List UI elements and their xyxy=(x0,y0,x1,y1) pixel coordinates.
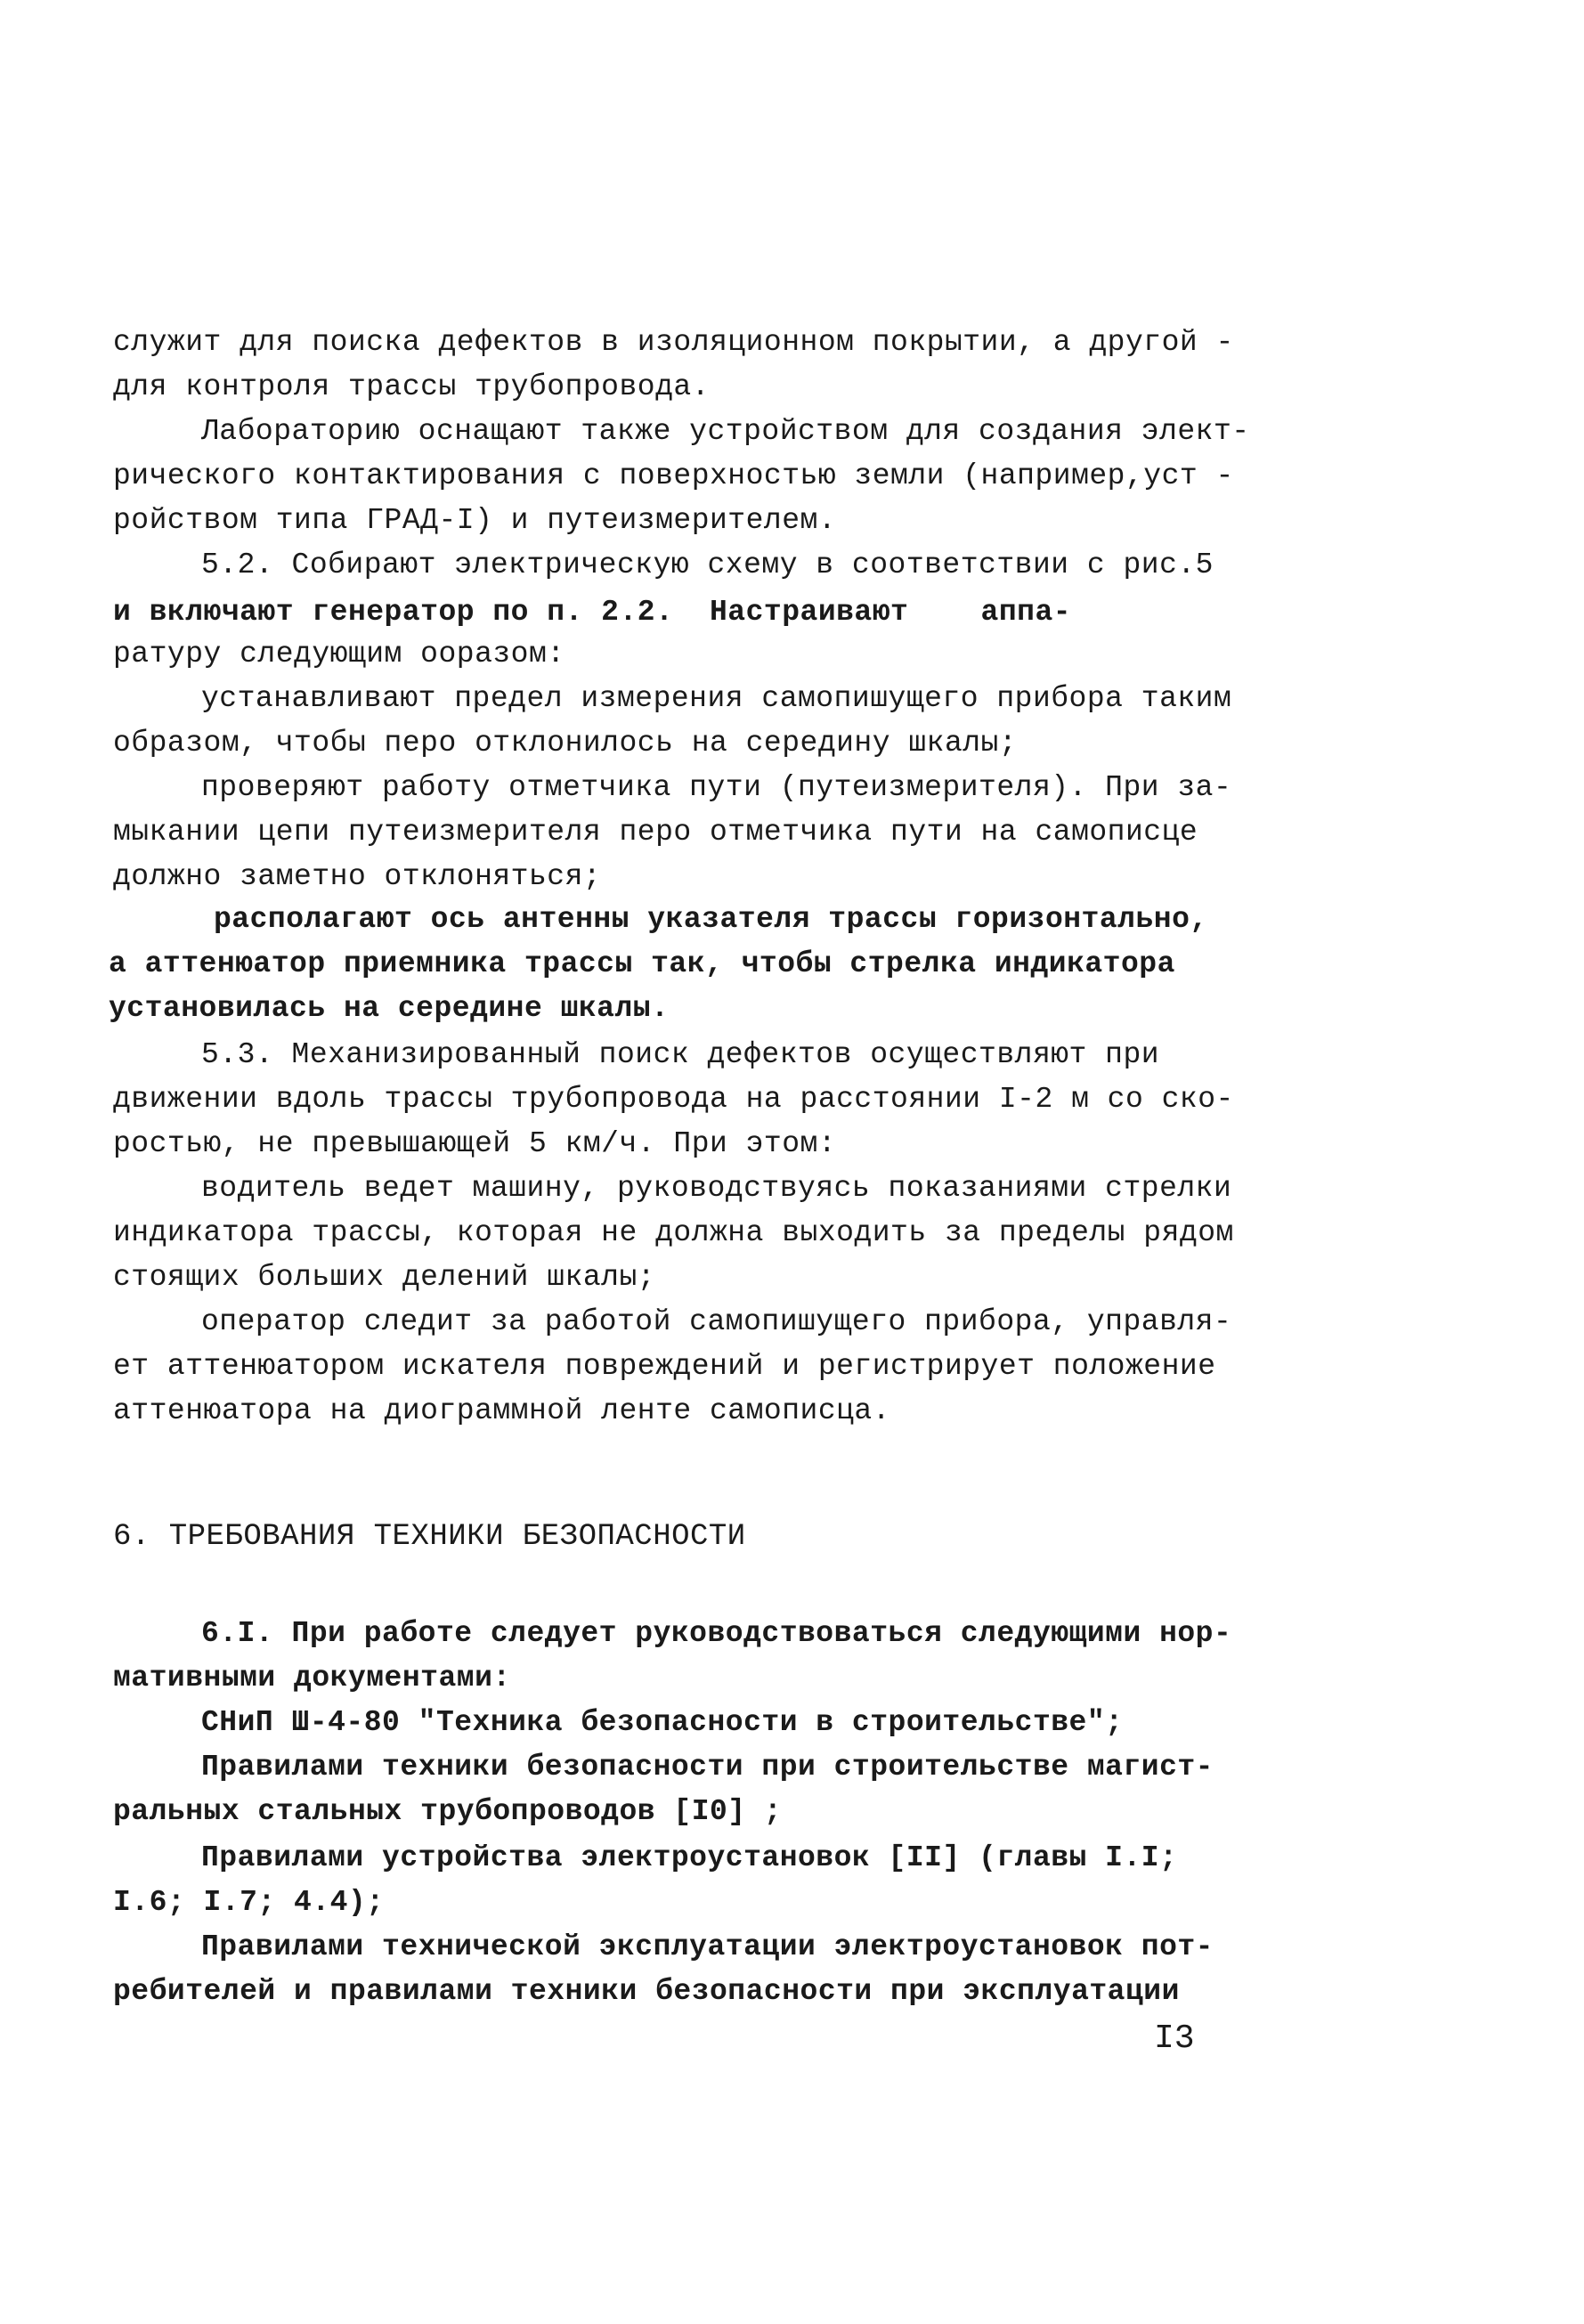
text-line: располагают ось антенны указателя трассы горизонтально, xyxy=(214,903,1208,936)
text-line: ребителей и правилами техники безопасности при эксплуатации xyxy=(113,1975,1180,2008)
text-line: образом, чтобы перо отклонилось на середину шкалы; xyxy=(113,727,1018,760)
text-line: рического контактирования с поверхностью земли (например,уст - xyxy=(113,459,1234,492)
text-line: I.6; I.7; 4.4); xyxy=(113,1886,385,1919)
text-line: аттенюатора на диограммной ленте самописца. xyxy=(113,1394,891,1427)
text-line: Правилами устройства электроустановок [II] (главы I.I; xyxy=(201,1841,1178,1874)
text-line: ральных стальных трубопроводов [I0] ; xyxy=(113,1795,783,1828)
text-line: 5.2. Собирают электрическую схему в соответствии с рис.5 xyxy=(201,548,1214,581)
text-line: Лабораторию оснащают также устройством для создания элект- xyxy=(201,415,1250,448)
text-line: движении вдоль трассы трубопровода на расстоянии I-2 м со ско- xyxy=(113,1083,1234,1116)
text-line: 5.3. Механизированный поиск дефектов осуществляют при xyxy=(201,1038,1160,1071)
text-line: ройством типа ГРАД-I) и путеизмерителем. xyxy=(113,504,837,537)
text-line: водитель ведет машину, руководствуясь показаниями стрелки xyxy=(201,1172,1232,1205)
text-line: проверяют работу отметчика пути (путеизмерителя). При за- xyxy=(201,771,1232,804)
text-line: для контроля трассы трубопровода. xyxy=(113,370,711,403)
text-line: Правилами техники безопасности при строительстве магист- xyxy=(201,1751,1214,1784)
text-line: а аттенюатор приемника трассы так, чтобы стрелка индикатора xyxy=(109,947,1175,980)
text-line: Правилами технической эксплуатации электроустановок пот- xyxy=(201,1930,1214,1963)
text-line: и включают генератор по п. 2.2. Настраивают аппа- xyxy=(113,596,1072,629)
text-line: установилась на середине шкалы. xyxy=(109,992,670,1025)
page-number: I3 xyxy=(1154,2019,1195,2058)
text-line: ет аттенюатором искателя повреждений и регистрирует положение xyxy=(113,1350,1216,1383)
section-heading: 6. ТРЕБОВАНИЯ ТЕХНИКИ БЕЗОПАСНОСТИ xyxy=(113,1520,746,1554)
text-line: устанавливают предел измерения самопишущего прибора таким xyxy=(201,682,1232,715)
text-line: СНиП Ш-4-80 "Техника безопасности в строительстве"; xyxy=(201,1706,1124,1739)
text-line: оператор следит за работой самопишущего прибора, управля- xyxy=(201,1305,1232,1338)
text-line: мативными документами: xyxy=(113,1662,511,1694)
text-line: 6.I. При работе следует руководствоваться следующими нор- xyxy=(201,1617,1232,1650)
text-line: ратуру следующим ооразом: xyxy=(113,638,565,670)
text-line: служит для поиска дефектов в изоляционном покрытии, а другой - xyxy=(113,326,1234,359)
text-line: должно заметно отклоняться; xyxy=(113,860,602,893)
text-line: мыкании цепи путеизмерителя перо отметчика пути на самописце xyxy=(113,816,1198,849)
text-line: индикатора трассы, которая не должна выходить за пределы рядом xyxy=(113,1216,1234,1249)
text-line: ростью, не превышающей 5 км/ч. При этом: xyxy=(113,1127,837,1160)
text-line: стоящих больших делений шкалы; xyxy=(113,1261,656,1294)
